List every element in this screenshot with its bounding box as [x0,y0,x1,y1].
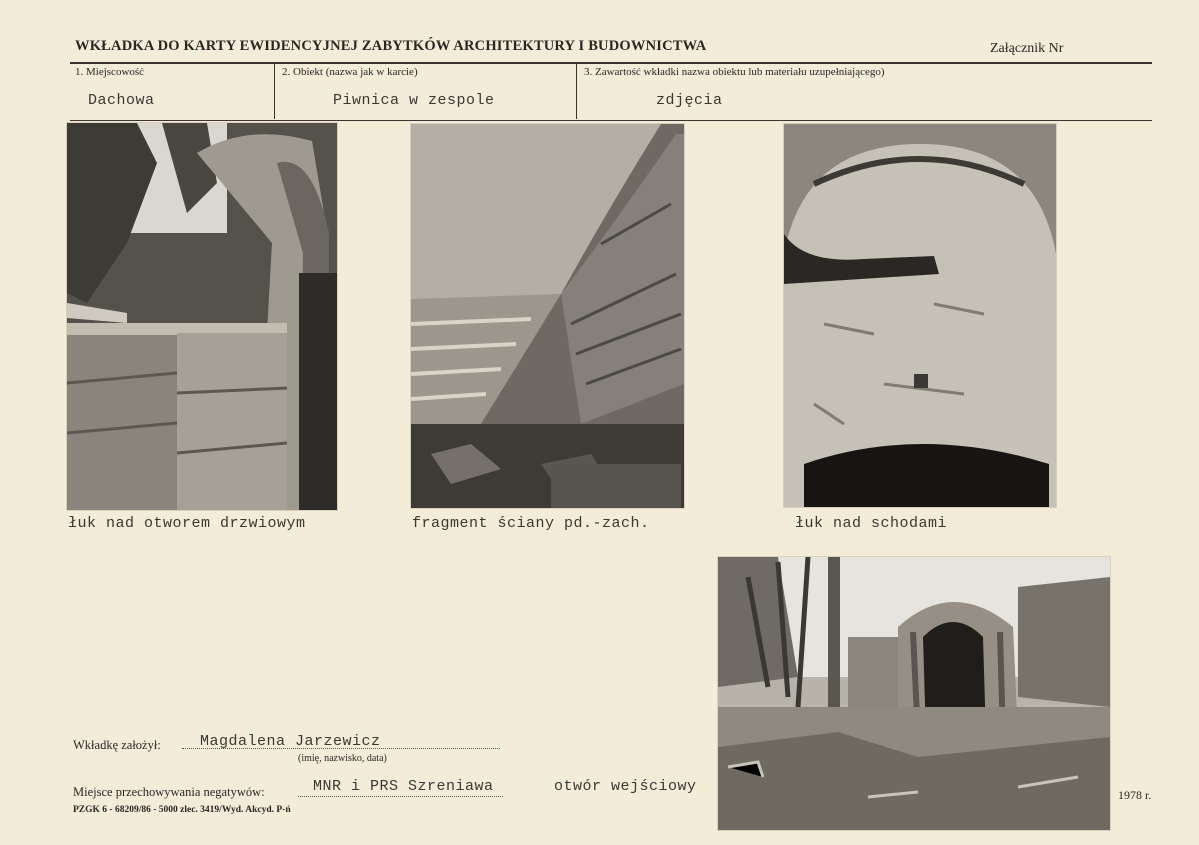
photo-arch-stairs [784,124,1056,507]
field-divider-1 [274,64,275,119]
photo-entrance [718,557,1110,830]
photo-caption-2: fragment ściany pd.-zach. [412,515,650,532]
storage-value: MNR i PRS Szreniawa [313,778,494,795]
header-rule-bottom [70,120,1152,121]
form-title: WKŁADKA DO KARTY EWIDENCYJNEJ ZABYTKÓW ARCHITEKTURY I BUDOWNICTWA [75,38,707,54]
photo-caption-3: łuk nad schodami [795,515,948,532]
attachment-label: Załącznik Nr [990,41,1064,56]
photo-caption-1: łuk nad otworem drzwiowym [68,515,306,532]
content-value: zdjęcia [656,92,723,109]
storage-dotline [298,796,503,797]
author-value: Magdalena Jarzewicz [200,733,381,750]
photo-wall-fragment [411,124,684,508]
print-info: PZGK 6 - 68209/86 - 5000 zlec. 3419/Wyd. Akcyd. P-ń [73,805,291,815]
object-value: Piwnica w zespole [333,92,495,109]
year-label: 1978 r. [1118,788,1152,802]
locality-value: Dachowa [88,92,155,109]
storage-label: Miejsce przechowywania negatywów: [73,785,265,799]
locality-label: 1. Miejscowość [75,66,145,78]
author-hint: (imię, nazwisko, data) [298,753,387,764]
object-label: 2. Obiekt (nazwa jak w karcie) [282,66,418,78]
field-divider-2 [576,64,577,119]
photo-arch-doorway [67,123,337,510]
photo-caption-4: otwór wejściowy [554,778,697,795]
content-label: 3. Zawartość wkładki nazwa obiektu lub materiału uzupełniającego) [584,66,885,78]
author-label: Wkładkę założył: [73,738,161,752]
header-rule-top [70,62,1152,64]
